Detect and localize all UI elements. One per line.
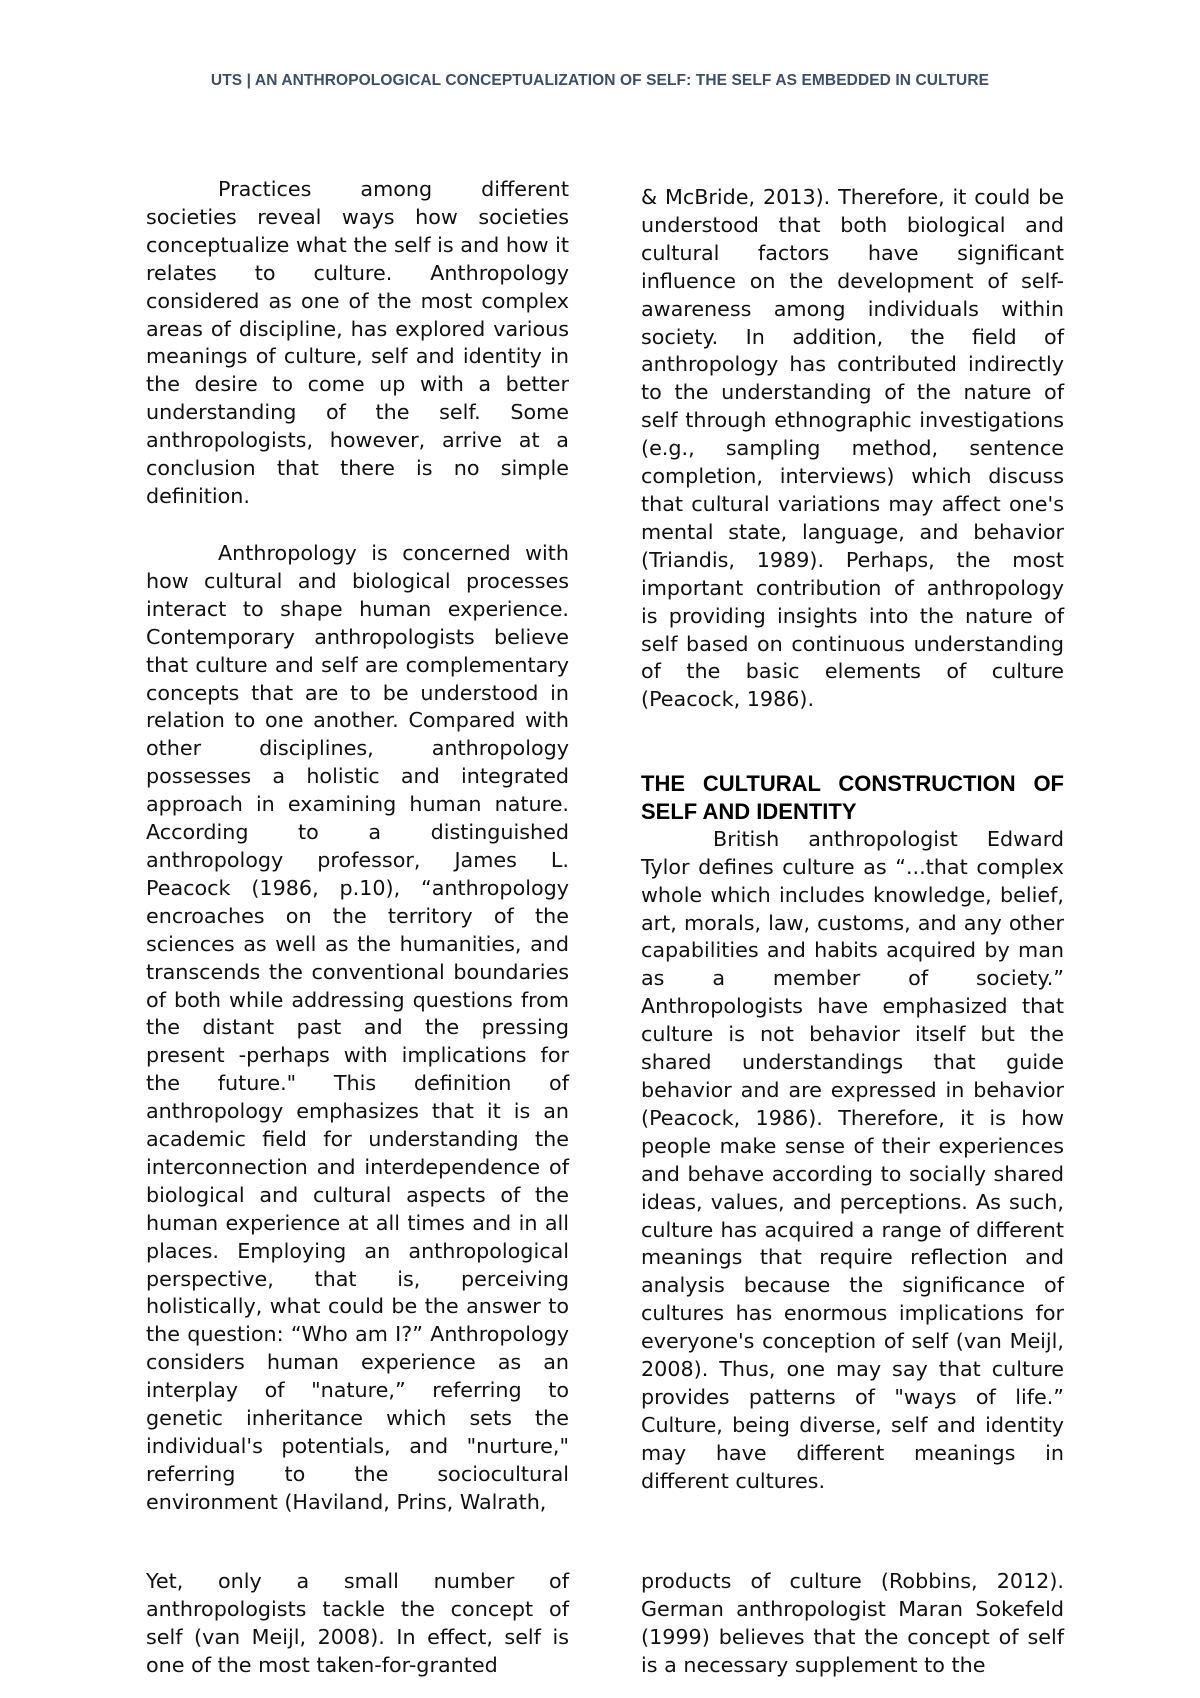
section-heading: THE CULTURAL CONSTRUCTION OF SELF AND IDENTITY bbox=[641, 771, 1064, 824]
right-column-part-3 bbox=[641, 1568, 1064, 1680]
right-column bbox=[641, 184, 1064, 714]
right-column-part-2 bbox=[641, 770, 1064, 1496]
body-paragraph: British anthropologist Edward Tylor defines culture as “...that complex whole which includes knowledge, belief, art, morals, law, customs, and any other capabilities and habits acquired by man as a member of society.” Anthropologists have emphasized that culture is not behavior itself but the shared understandings that guide behavior and are expressed in behavior (Peacock, 1986). Therefore, it is how people make sense of their experiences and behave according to socially shared ideas, values, and perceptions. As such, culture has acquired a range of different meanings that require reflection and analysis because the significance of cultures has enormous implications for everyone's conception of self (van Meijl, 2008). Thus, one may say that culture provides patterns of "ways of life.” Culture, being diverse, self and identity may have different meanings in different cultures. bbox=[641, 826, 1064, 1493]
body-paragraph: & McBride, 2013). Therefore, it could be understood that both biological and cultural factors have significant influence on the development of self-awareness among individuals within society. In addition, the field of anthropology has contributed indirectly to the understanding of the nature of self through ethnographic investigations (e.g., sampling method, sentence completion, interviews) which discuss that cultural variations may affect one's mental state, language, and behavior (Triandis, 1989). Perhaps, the most important contribution of anthropology is providing insights into the nature of self based on continuous understanding of the basic elements of culture (Peacock, 1986). bbox=[641, 185, 1064, 712]
body-paragraph: Yet, only a small number of anthropologists tackle the concept of self (van Meijl, 2008). In effect, self is one of the most taken-for-granted bbox=[146, 1569, 569, 1677]
page-header: UTS | AN ANTHROPOLOGICAL CONCEPTUALIZATION OF SELF: THE SELF AS EMBEDDED IN CULTURE bbox=[210, 72, 990, 89]
body-paragraph: Anthropology is concerned with how cultural and biological processes interact to shape human experience. Contemporary anthropologists believe that culture and self are complementary concepts that are to be understood in relation to one another. Compared with other disciplines, anthropology possesses a holistic and integrated approach in examining human nature. According to a distinguished anthropology professor, James L. Peacock (1986, p.10), “anthropology encroaches on the territory of the sciences as well as the humanities, and transcends the conventional boundaries of both while addressing questions from the distant past and the pressing present -perhaps with implications for the future." This definition of anthropology emphasizes that it is an academic field for understanding the interconnection and interdependence of biological and cultural aspects of the human experience at all times and in all places. Employing an anthropological perspective, that is, perceiving holistically, what could be the answer to the question: “Who am I?” Anthropology considers human experience as an interplay of "nature,” referring to genetic inheritance which sets the individual's potentials, and "nurture," referring to the sociocultural environment (Haviland, Prins, Walrath, bbox=[146, 541, 569, 1514]
left-column-part-3 bbox=[146, 1568, 569, 1680]
body-paragraph: Practices among different societies reveal ways how societies conceptualize what the self is and how it relates to culture. Anthropology considered as one of the most complex areas of discipline, has explored various meanings of culture, self and identity in the desire to come up with a better understanding of the self. Some anthropologists, however, arrive at a conclusion that there is no simple definition. bbox=[146, 177, 569, 508]
body-paragraph: products of culture (Robbins, 2012). German anthropologist Maran Sokefeld (1999) believes that the concept of self is a necessary supplement to the bbox=[641, 1569, 1064, 1677]
left-column-part-2 bbox=[146, 540, 569, 1517]
left-column bbox=[146, 176, 569, 511]
